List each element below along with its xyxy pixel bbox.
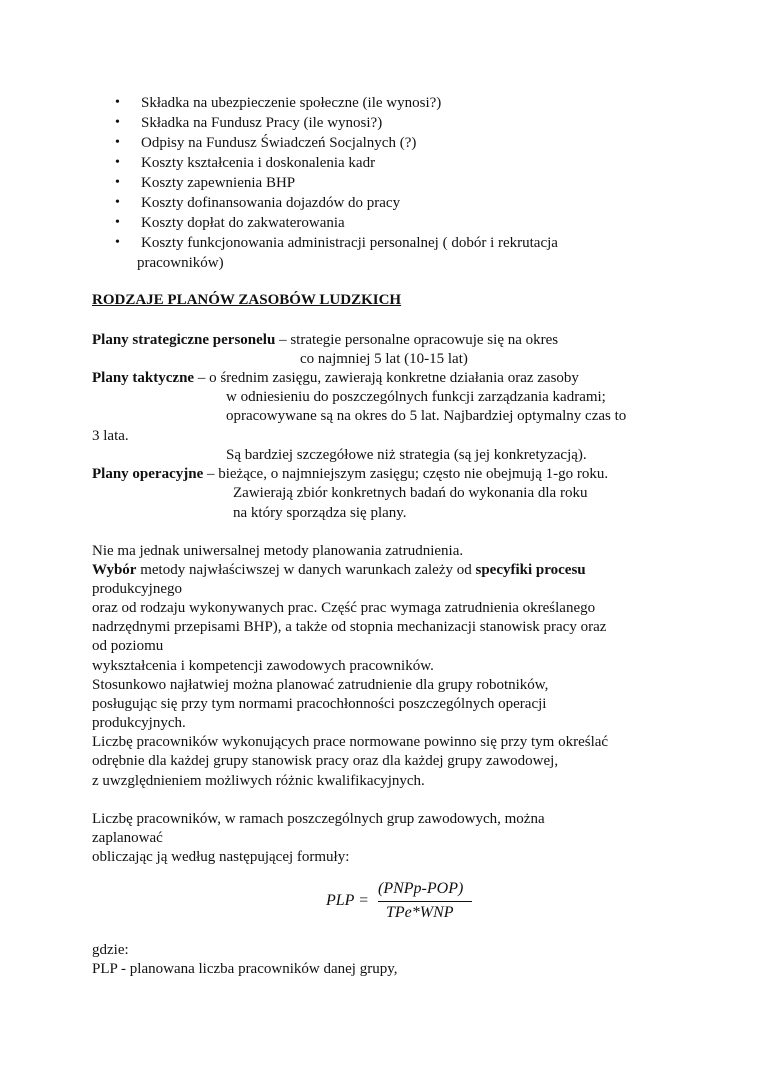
formula-numerator: (PNPp-POP) — [378, 880, 464, 897]
paragraph-line: wykształcenia i kompetencji zawodowych pracowników. — [92, 658, 434, 674]
bullet-item: Koszty dopłat do zakwaterowania — [141, 215, 345, 231]
paragraph-line: odrębnie dla każdej grupy stanowisk pracy oraz dla każdej grupy zawodowej, — [92, 753, 559, 769]
bullet-item: Koszty funkcjonowania administracji personalnej ( dobór i rekrutacja — [141, 235, 558, 251]
bullet-icon: • — [115, 95, 120, 110]
bullet-item: Odpisy na Fundusz Świadczeń Socjalnych (?) — [141, 135, 417, 151]
bullet-item: Koszty dofinansowania dojazdów do pracy — [141, 195, 401, 211]
plan-operational — [92, 465, 608, 483]
bullet-item: Koszty kształcenia i doskonalenia kadr — [141, 155, 376, 171]
plan-strategic-cont: co najmniej 5 lat (10-15 lat) — [300, 351, 468, 367]
paragraph-line: produkcyjnych. — [92, 715, 186, 731]
paragraph-line: produkcyjnego — [92, 581, 182, 597]
formula-lhs: PLP = — [326, 892, 369, 909]
plan-strategic-text: – strategie personalne opracowuje się na okres — [275, 332, 559, 348]
plan-tactical — [92, 369, 579, 387]
section-heading: RODZAJE PLANÓW ZASOBÓW LUDZKICH — [92, 292, 402, 308]
definition-line: PLP - planowana liczba pracowników danej grupy, — [92, 961, 398, 977]
plan-operational-label: Plany operacyjne — [92, 466, 204, 482]
paragraph-line: Stosunkowo najłatwiej można planować zatrudnienie dla grupy robotników, — [92, 677, 549, 693]
plan-tactical-label: Plany taktyczne — [92, 370, 195, 386]
bullet-item: Koszty zapewnienia BHP — [141, 175, 296, 191]
plan-strategic — [92, 331, 558, 349]
bold-term: specyfiki procesu — [475, 562, 586, 578]
bullet-icon: • — [115, 155, 120, 170]
plan-operational-text: – bieżące, o najmniejszym zasięgu; często nie obejmują 1-go roku. — [203, 466, 609, 482]
plan-tactical-cont: w odniesieniu do poszczególnych funkcji zarządzania kadrami; — [226, 389, 606, 405]
bold-term: Wybór — [92, 562, 137, 578]
formula-denominator: TPe*WNP — [386, 904, 454, 921]
bullet-icon: • — [115, 135, 120, 150]
plan-tactical-cont: opracowywane są na okres do 5 lat. Najbardziej optymalny czas to — [226, 408, 627, 424]
paragraph-line: posługując się przy tym normami pracochłonności poszczególnych operacji — [92, 696, 547, 712]
bullet-item-continuation: pracowników) — [137, 255, 224, 271]
paragraph-line: Nie ma jednak uniwersalnej metody planowania zatrudnienia. — [92, 543, 464, 559]
plan-tactical-cont: 3 lata. — [92, 428, 129, 444]
paragraph-line: od poziomu — [92, 638, 164, 654]
fraction-bar — [378, 901, 472, 902]
bullet-icon: • — [115, 175, 120, 190]
bullet-item: Składka na ubezpieczenie społeczne (ile wynosi?) — [141, 95, 442, 111]
bullet-icon: • — [115, 215, 120, 230]
paragraph-line: Liczbę pracowników wykonujących prace normowane powinno się przy tym określać — [92, 734, 609, 750]
plan-operational-cont: na który sporządza się plany. — [233, 505, 407, 521]
where-label: gdzie: — [92, 942, 129, 958]
bullet-item: Składka na Fundusz Pracy (ile wynosi?) — [141, 115, 383, 131]
paragraph-line: obliczając ją według następującej formuły: — [92, 849, 350, 865]
plan-tactical-text: – o średnim zasięgu, zawierają konkretne działania oraz zasoby — [194, 370, 579, 386]
plan-tactical-cont: Są bardziej szczegółowe niż strategia (są jej konkretyzacją). — [226, 447, 587, 463]
paragraph-line: z uwzględnieniem możliwych różnic kwalifikacyjnych. — [92, 773, 425, 789]
paragraph-line — [92, 561, 586, 579]
bullet-icon: • — [115, 115, 120, 130]
paragraph-line: nadrzędnymi przepisami BHP), a także od stopnia mechanizacji stanowisk pracy oraz — [92, 619, 607, 635]
bullet-icon: • — [115, 235, 120, 250]
plan-operational-cont: Zawierają zbiór konkretnych badań do wykonania dla roku — [233, 485, 588, 501]
paragraph-text: metody najwłaściwszej w danych warunkach zależy od — [136, 562, 476, 578]
plan-strategic-label: Plany strategiczne personelu — [92, 332, 276, 348]
paragraph-line: zaplanować — [92, 830, 163, 846]
bullet-icon: • — [115, 195, 120, 210]
paragraph-line: oraz od rodzaju wykonywanych prac. Część prac wymaga zatrudnienia określanego — [92, 600, 596, 616]
paragraph-line: Liczbę pracowników, w ramach poszczególnych grup zawodowych, można — [92, 811, 545, 827]
